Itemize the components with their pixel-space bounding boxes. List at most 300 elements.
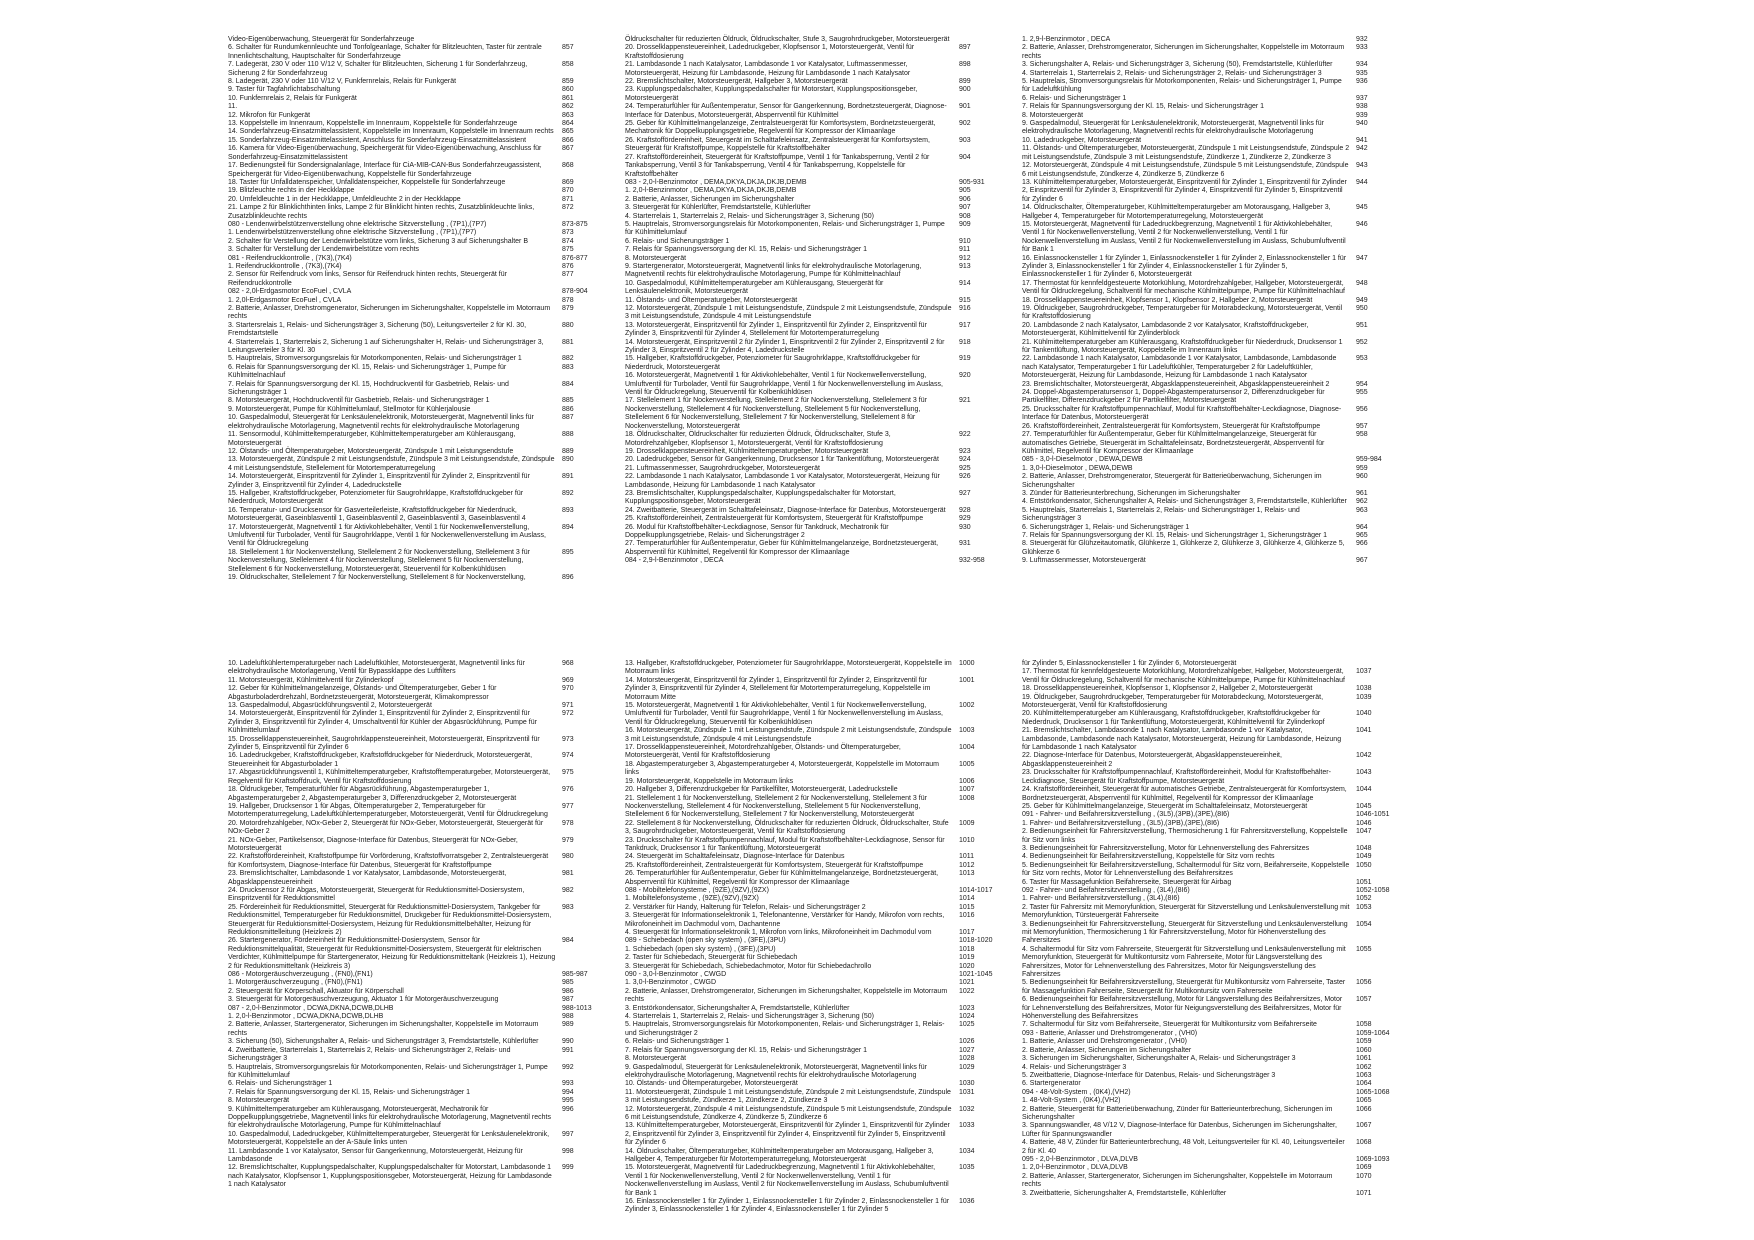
entry-title: 9. Taster für Tagfahrlichtabschaltung bbox=[228, 86, 341, 94]
entry-page: 870 bbox=[562, 187, 574, 195]
entry-title: 15. Motorsteuergerät, Magnetventil für Ladedruckbegrenzung, Magnetventil 1 für Aktivkohlebehälter, Ventil 1 für Nockenwellenverstellung, Ventil 2 für Nockenwellenverstellung, Ventil 1 für Nockenwellenverstellung im Auslass, Ventil 2 für Nockenwellenverstellung im Auslass, Schubumluftventil für Bank 1 bbox=[625, 1164, 949, 1197]
entry-page: 890 bbox=[562, 456, 574, 464]
index-entry bbox=[625, 490, 1005, 507]
entry-title: 080 - Lendenwirbelstützenverstellung ohne elektrische Sitzverstellung , (7P1),(7P7) bbox=[228, 220, 487, 228]
index-entry bbox=[625, 61, 1005, 78]
index-entry bbox=[1022, 828, 1402, 845]
entry-title: 20. Umfeldleuchte 1 in der Heckklappe, Umfeldleuchte 2 in der Heckklappe bbox=[228, 195, 461, 203]
entry-page: 986 bbox=[562, 987, 574, 995]
entry-title: 2. Steuergerät für Körperschall, Aktuator für Körperschall bbox=[228, 987, 404, 995]
entry-title: 27. Temperaturfühler für Außentemperatur, Geber für Kühlmittelmangelanzeige, Steuergerät für automatisches Getriebe, Steuergerät im Schalttafeleinsatz, Bordnetzsteuergerät, Absperrventil für Kühlmittel, Regelventil für Kompressor der Klimaanlage bbox=[1022, 431, 1325, 455]
entry-title: 10. Ölstands- und Öltemperaturgeber, Motorsteuergerät bbox=[625, 1080, 798, 1088]
index-entry bbox=[228, 381, 608, 398]
entry-page: 898 bbox=[959, 61, 971, 69]
index-entry bbox=[625, 786, 1005, 794]
entry-title: 21. Lampe 2 für Blinklichthinten links, Lampe 2 für Blinklicht hinten rechts, Zusatzblinkleuchte links, Zusatzblinkleuchte rechts bbox=[228, 204, 535, 220]
entry-title: 24. Kraftstoffördereinheit, Steuergerät für automatisches Getriebe, Zentralsteuergerät für Komfortsystem, Bordnetzsteuergerät, Absperrventil für Kühlmittel, Regelventil für Kompressor der Klimaanlage bbox=[1022, 786, 1347, 802]
entry-page: 959-984 bbox=[1356, 456, 1382, 464]
entry-page: 932-958 bbox=[959, 557, 985, 565]
entry-page: 869 bbox=[562, 178, 574, 186]
entry-title: 12. Mikrofon für Funkgerät bbox=[228, 111, 311, 119]
index-entry bbox=[228, 1005, 608, 1013]
index-column-bottom-middle bbox=[625, 660, 1005, 1215]
entry-page: 907 bbox=[959, 204, 971, 212]
entry-page: 1063 bbox=[1356, 1071, 1372, 1079]
entry-title: 8. Motorsteuergerät bbox=[625, 1055, 687, 1063]
entry-page: 1024 bbox=[959, 1013, 975, 1021]
entry-page: 1059 bbox=[1356, 1038, 1372, 1046]
entry-title: 6. Relais für Spannungsversorgung der Kl. 15, Relais- und Sicherungsträger 1, Pumpe für Kühlmittelnachlauf bbox=[228, 363, 507, 380]
index-entry bbox=[1022, 1097, 1402, 1105]
entry-title: 26. Kraftstoffördereinheit, Zentralsteuergerät für Komfortsystem, Steuergerät für Kraftstoffpumpe bbox=[1022, 422, 1321, 430]
entry-page: 859 bbox=[562, 78, 574, 86]
entry-page: 908 bbox=[959, 212, 971, 220]
index-entry bbox=[228, 288, 608, 296]
entry-page: 938 bbox=[1356, 103, 1368, 111]
entry-page: 952 bbox=[1356, 338, 1368, 346]
index-entry bbox=[625, 179, 1005, 187]
entry-page: 924 bbox=[959, 456, 971, 464]
entry-page: 935 bbox=[1356, 69, 1368, 77]
entry-page: 990 bbox=[562, 1038, 574, 1046]
entry-page: 917 bbox=[959, 321, 971, 329]
index-entry bbox=[228, 996, 608, 1004]
entry-title: 1. Fahrer- und Beifahrersitzverstellung , (3L5),(3PB),(3PE),(8I6) bbox=[1022, 819, 1220, 827]
entry-page: 988-1013 bbox=[562, 1004, 592, 1012]
entry-page: 1021-1045 bbox=[959, 971, 993, 979]
entry-page: 897 bbox=[959, 44, 971, 52]
entry-page: 1035 bbox=[959, 1164, 975, 1172]
entry-title: 2. Batterie, Steuergerät für Batterieüberwachung, Zünder für Batterieunterbrechung, Sicherungen im Sicherungshalter bbox=[1022, 1105, 1333, 1121]
index-entry bbox=[1022, 1122, 1402, 1139]
index-entry bbox=[1022, 887, 1402, 895]
entry-title: 9. Kühlmitteltemperaturgeber am Kühlerausgang, Motorsteuergerät, Mechatronik für Doppelkupplungsgetriebe, Magnetventil links für elektrohydraulische Motorlagerung, Magnetventil rechts für elektrohydraulische Motorlagerung, Pumpe für Kühlmittelnachlauf bbox=[228, 1105, 551, 1130]
index-entry bbox=[228, 803, 608, 820]
index-entry bbox=[228, 246, 608, 254]
entry-title: 22. Lambdasonde 1 nach Katalysator, Lambdasonde 1 vor Katalysator, Lambdasonde, Lambdasonde nach Katalysator, Temperaturgeber 1 für Ladeluftkühler, Temperaturgeber 2 für Ladeluftkühler, Motorsteuergerät, Heizung für Lambdasonde, Heizung für Lambdasonde 1 nach Katalysator bbox=[1022, 355, 1337, 380]
index-entry bbox=[625, 86, 1005, 103]
entry-page: 995 bbox=[562, 1097, 574, 1105]
entry-title: 10. Funkfernrelais 2, Relais für Funkgerät bbox=[228, 94, 357, 102]
index-entry bbox=[625, 456, 1005, 464]
entry-title: 4. Starterrelais 1, Starterrelais 2, Relais- und Sicherungsträger 3, Sicherung (50) bbox=[625, 212, 875, 220]
index-entry bbox=[1022, 490, 1402, 498]
entry-title: 18. Drosselklappensteuereinheit, Klopfsensor 1, Klopfsensor 2, Hallgeber 2, Motorsteuergerät bbox=[1022, 296, 1313, 304]
entry-page: 872 bbox=[562, 204, 574, 212]
entry-title: 27. Kraftstoffördereinheit, Steuergerät für Kraftstoffpumpe, Ventil 1 für Tankabsperrung, Ventil 2 für Tankabsperrung, Ventil 3 für Tankabsperrung, Ventil 4 für Tankabsperrung, Koppelstelle für Kraftstoffbehälter bbox=[625, 153, 930, 178]
index-entry bbox=[625, 1089, 1005, 1106]
entry-title: 4. Bedienungseinheit für Beifahrersitzverstellung, Koppelstelle für Sitz vorn rechts bbox=[1022, 853, 1275, 861]
index-entry bbox=[625, 895, 1005, 903]
index-entry bbox=[228, 86, 608, 94]
entry-title: 25. Kraftstoffördereinheit, Zentralsteuergerät für Komfortsystem, Steuergerät für Kraftstoffpumpe bbox=[625, 515, 924, 523]
index-entry bbox=[1022, 255, 1402, 280]
entry-page: 901 bbox=[959, 103, 971, 111]
entry-title: 21. Lambdasonde 1 nach Katalysator, Lambdasonde 1 vor Katalysator, Luftmassenmesser, Motorsteuergerät, Heizung für Lambdasonde, Heizung für Lambdasonde 1 nach Katalysator bbox=[625, 61, 911, 77]
entry-title: 7. Schaltermodul für Sitz vorn Beifahrerseite, Steuergerät für Multikontursitz vorn Beifahrerseite bbox=[1022, 1021, 1317, 1029]
entry-page: 1047 bbox=[1356, 828, 1372, 836]
entry-title: 1. Mobiltelefonsysteme , (9ZE),(9ZV),(9ZX) bbox=[625, 895, 759, 903]
entry-title: 2. Sensor für Reifendruck vorn links, Sensor für Reifendruck hinten rechts, Steuergerät für Reifendruckkontrolle bbox=[228, 271, 507, 287]
index-column-bottom-left bbox=[228, 660, 608, 1190]
index-entry bbox=[228, 305, 608, 322]
index-entry bbox=[228, 1131, 608, 1148]
entry-page: 1025 bbox=[959, 1021, 975, 1029]
entry-title: 13. Kühlmitteltemperaturgeber, Motorsteuergerät, Einspritzventil für Zylinder 1, Einspritzventil für Zylinder 2, Einspritzventil für Zylinder 3, Einspritzventil für Zylinder 4, Einspritzventil für Zylinder 5, Einspritzventil für Zylinder 6 bbox=[1022, 178, 1347, 203]
index-entry bbox=[625, 1148, 1005, 1165]
entry-page: 1056 bbox=[1356, 979, 1372, 987]
entry-page: 943 bbox=[1356, 162, 1368, 170]
index-entry bbox=[625, 778, 1005, 786]
index-entry bbox=[228, 414, 608, 431]
entry-page: 989 bbox=[562, 1021, 574, 1029]
index-entry bbox=[228, 263, 608, 271]
entry-page: 896 bbox=[562, 574, 574, 581]
index-entry bbox=[1022, 179, 1402, 204]
index-entry bbox=[625, 44, 1005, 61]
entry-page: 1018 bbox=[959, 945, 975, 953]
entry-page: 916 bbox=[959, 305, 971, 312]
index-entry bbox=[1022, 786, 1402, 803]
index-entry bbox=[625, 238, 1005, 246]
entry-page: 968 bbox=[562, 660, 574, 667]
index-entry bbox=[1022, 660, 1402, 668]
index-entry bbox=[625, 280, 1005, 297]
entry-page: 1030 bbox=[959, 1080, 975, 1088]
index-entry bbox=[1022, 1080, 1402, 1088]
index-entry bbox=[228, 904, 608, 938]
index-entry bbox=[625, 761, 1005, 778]
index-entry bbox=[228, 364, 608, 381]
entry-page: 867 bbox=[562, 145, 574, 153]
entry-title: 1. 2,9-l-Benzinmotor , DECA bbox=[1022, 36, 1111, 43]
entry-title: 5. Bedienungseinheit für Beifahrersitzverstellung, Steuergerät für Multikontursitz vorn Fahrerseite, Taster für Massagefunktion Fahrerseite, Steuergerät für Multikontursitz vorn Fahrerseite bbox=[1022, 979, 1346, 995]
index-entry bbox=[1022, 752, 1402, 769]
entry-title: 16. Einlassnockensteller 1 für Zylinder 1, Einlassnockensteller 1 für Zylinder 2, Einlassnockensteller 1 für Zylinder 3, Einlassnockensteller 1 für Zylinder 4, Einlassnockensteller 1 für Zylinder 5 bbox=[625, 1198, 950, 1214]
index-entry bbox=[228, 255, 608, 263]
index-entry bbox=[625, 255, 1005, 263]
entry-page: 931 bbox=[959, 540, 971, 548]
index-entry bbox=[625, 988, 1005, 1005]
entry-title: 1. 3,0-l-Benzinmotor , CWGD bbox=[625, 979, 717, 987]
entry-page: 1048 bbox=[1356, 844, 1372, 852]
index-entry bbox=[228, 61, 608, 78]
index-entry bbox=[228, 1089, 608, 1097]
entry-title: 5. Hauptrelais, Starterrelais 1, Starterrelais 2, Relais- und Sicherungsträger 1, Relais- und Sicherungsträger 3 bbox=[1022, 506, 1300, 523]
entry-page: 868 bbox=[562, 162, 574, 170]
entry-page: 888 bbox=[562, 431, 574, 439]
entry-page: 934 bbox=[1356, 61, 1368, 69]
entry-page: 1052 bbox=[1356, 895, 1372, 903]
entry-title: 4. Starterrelais 1, Starterrelais 2, Relais- und Sicherungsträger 2, Relais- und Sicherungsträger 3 bbox=[1022, 69, 1322, 77]
entry-page: 1001 bbox=[959, 676, 975, 684]
index-entry bbox=[625, 820, 1005, 837]
entry-title: 26. Temperaturfühler für Außentemperatur, Geber für Kühlmittelmangelanzeige, Bordnetzsteuergerät, Absperrventil für Kühlmittel, Regelventil für Kompressor der Klimaanlage bbox=[625, 870, 939, 886]
entry-title: 1. Schiebedach (open sky system) , (3FE),(3PU) bbox=[625, 945, 776, 953]
index-entry bbox=[228, 1021, 608, 1038]
entry-page: 984 bbox=[562, 937, 574, 945]
index-entry bbox=[1022, 1030, 1402, 1038]
entry-title: 8. Motorsteuergerät, Hochdruckventil für Gasbetrieb, Relais- und Sicherungsträger 1 bbox=[228, 397, 490, 405]
index-entry bbox=[625, 971, 1005, 979]
index-entry bbox=[1022, 355, 1402, 380]
index-column-top-left bbox=[228, 36, 608, 582]
index-entry bbox=[228, 448, 608, 456]
entry-title: 17. Motorsteuergerät, Magnetventil 1 für Aktivkohlebehälter, Ventil 1 für Nockenwellenverstellung, Umluftventil für Turbolader, Ventil für Saugrohrklappe, Ventil 1 für Nockenwellenverstellung im Auslass, Ventil für Öldruckregelung bbox=[228, 523, 546, 548]
entry-title: 6. Relais- und Sicherungsträger 1 bbox=[228, 1080, 333, 1088]
entry-title: 6. Startergenerator bbox=[1022, 1080, 1081, 1088]
entry-page: 962 bbox=[1356, 498, 1368, 506]
entry-title: 21. Stellelement 1 für Nockenverstellung, Stellelement 2 für Nockenverstellung, Stellelement 3 für Nockenverstellung, Stellelement 4 für Nockenverstellung, Stellelement 5 für Nockenverstellung, Stellelement 6 für Nockenverstellung, Stellelement 7 für Nockenverstellung, Motorsteuergerät bbox=[625, 794, 927, 819]
index-entry bbox=[625, 204, 1005, 212]
index-entry bbox=[228, 297, 608, 305]
entry-title: 6. Schalter für Rundumkennleuchte und Tonfolgeanlage, Schalter für Blitzleuchten, Taster für zentrale Innenlichtschaltung, Hauptschalter für Sonderfahrzeuge bbox=[228, 44, 542, 60]
entry-title: 20. Kühlmitteltemperaturgeber am Kühlerausgang, Kraftstoffdruckgeber, Kraftstoffdruckgeber für Niederdruck, Drucksensor 1 für Tankentlüftung, Motorsteuergerät, Kühlmittelventil für Zylinderkopf bbox=[1022, 710, 1325, 726]
entry-page: 921 bbox=[959, 397, 971, 405]
index-entry bbox=[228, 1164, 608, 1189]
index-entry bbox=[625, 196, 1005, 204]
entry-page: 953 bbox=[1356, 355, 1368, 363]
entry-title: 26. Kraftstoffördereinheit, Steuergerät im Schalttafeleinsatz, Zentralsteuergerät für Komfortsystem, Steuergerät für Kraftstoffpumpe, Koppelstelle für Kraftstoffbehälter bbox=[625, 136, 930, 153]
entry-title: 4. Starterrelais 1, Starterrelais 2, Relais- und Sicherungsträger 3, Sicherung (50) bbox=[625, 1013, 875, 1021]
entry-title: 10. Ladedruckgeber, Motorsteuergerät bbox=[1022, 136, 1142, 144]
entry-title: 5. Hauptrelais, Stromversorgungsrelais für Motorkomponenten, Relais- und Sicherungsträger 1 bbox=[228, 355, 522, 363]
entry-title: 10. Gaspedalmodul, Steuergerät für Lenksäulenelektronik, Motorsteuergerät, Magnetventil links für elektrohydraulische Motorlagerung, Magnetventil rechts für elektrohydraulische Motorlagerung bbox=[228, 414, 534, 430]
entry-page: 987 bbox=[562, 996, 574, 1004]
entry-title: 7. Relais für Spannungsversorgung der Kl. 15, Relais- und Sicherungsträger 1 bbox=[228, 1088, 471, 1096]
index-entry bbox=[625, 465, 1005, 473]
entry-page: 998 bbox=[562, 1147, 574, 1155]
index-entry bbox=[1022, 1089, 1402, 1097]
entry-title: 2. Batterie, Anlasser, Sicherungen im Sicherungshalter bbox=[1022, 1046, 1192, 1054]
entry-page: 1027 bbox=[959, 1046, 975, 1054]
entry-page: 1033 bbox=[959, 1122, 975, 1130]
entry-title: 4. Zweitbatterie, Starterrelais 1, Starterrelais 2, Relais- und Sicherungsträger 2, Relais- und Sicherungsträger 3 bbox=[228, 1046, 511, 1063]
entry-page: 915 bbox=[959, 296, 971, 304]
entry-page: 891 bbox=[562, 473, 574, 481]
index-entry bbox=[625, 1122, 1005, 1147]
entry-page: 1054 bbox=[1356, 920, 1372, 928]
index-entry bbox=[625, 473, 1005, 490]
entry-page: 1034 bbox=[959, 1147, 975, 1155]
entry-page: 1045 bbox=[1356, 802, 1372, 810]
entry-title: 1. 2,0l-Erdgasmotor EcoFuel , CVLA bbox=[228, 296, 342, 304]
index-entry bbox=[1022, 879, 1402, 887]
entry-page: 1051 bbox=[1356, 878, 1372, 886]
index-entry bbox=[228, 786, 608, 803]
entry-page: 1064 bbox=[1356, 1080, 1372, 1088]
index-entry bbox=[228, 229, 608, 237]
entry-title: 11. Motorsteuergerät, Zündspule 1 mit Leistungsendstufe, Zündspule 2 mit Leistungsendstufe, Zündspule 3 mit Leistungsendstufe, Zündkerze 1, Zündkerze 2, Zündkerze 3 bbox=[625, 1088, 951, 1105]
entry-page: 976 bbox=[562, 786, 574, 794]
index-entry bbox=[625, 187, 1005, 195]
entry-page: 1038 bbox=[1356, 685, 1372, 693]
index-entry bbox=[228, 473, 608, 490]
index-entry bbox=[625, 397, 1005, 431]
entry-title: 12. Geber für Kühlmittelmangelanzeige, Ölstands- und Öltemperaturgeber, Geber 1 für Abgasturboladerdrehzahl, Bordnetzsteuergerät, Motorsteuergerät, Klimakompressor bbox=[228, 685, 497, 701]
entry-page: 922 bbox=[959, 431, 971, 439]
index-entry bbox=[625, 1005, 1005, 1013]
index-entry bbox=[1022, 498, 1402, 506]
index-entry bbox=[625, 36, 1005, 44]
index-entry bbox=[625, 540, 1005, 557]
entry-title: 12. Motorsteuergerät, Zündspule 4 mit Leistungsendstufe, Zündspule 5 mit Leistungsendstufe, Zündspule 6 mit Leistungsendstufe, Zündkerze 4, Zündkerze 5, Zündkerze 6 bbox=[1022, 162, 1349, 178]
entry-page: 971 bbox=[562, 702, 574, 710]
entry-page: 1052-1058 bbox=[1356, 886, 1390, 894]
index-entry bbox=[228, 355, 608, 363]
entry-title: 23. Bremslichtschalter, Lambdasonde 1 vor Katalysator, Lambdasonde, Motorsteuergerät, Abgasklappensteuereinheit bbox=[228, 870, 507, 886]
entry-page: 999 bbox=[562, 1164, 574, 1172]
index-entry bbox=[625, 448, 1005, 456]
entry-page: 1062 bbox=[1356, 1063, 1372, 1071]
entry-page: 873 bbox=[562, 229, 574, 237]
index-entry bbox=[1022, 1139, 1402, 1156]
entry-page: 936 bbox=[1356, 78, 1368, 86]
index-entry bbox=[1022, 70, 1402, 78]
entry-page: 866 bbox=[562, 136, 574, 144]
entry-title: 13. Motorsteuergerät, Zündspule 2 mit Leistungsendstufe, Zündspule 3 mit Leistungsendstufe, Zündspule 4 mit Leistungsendstufe, Stellelement für Motortemperaturregelung bbox=[228, 456, 555, 472]
entry-page: 949 bbox=[1356, 296, 1368, 304]
index-entry bbox=[1022, 423, 1402, 431]
entry-title: 22. Kraftstoffördereinheit, Kraftstoffpumpe für Vorförderung, Kraftstoffvorratsgeber 2, Zentralsteuergerät für Komfortsystem, Diagnose-Interface für Datenbus, Steuergerät für Kraftstoffpumpe bbox=[228, 853, 549, 869]
entry-page: 1053 bbox=[1356, 903, 1372, 911]
index-entry bbox=[228, 887, 608, 904]
index-entry bbox=[1022, 685, 1402, 693]
entry-title: 7. Relais für Spannungsversorgung der Kl. 15, Relais- und Sicherungsträger 1 bbox=[625, 1046, 868, 1054]
entry-title: 17. Stellelement 1 für Nockenverstellung, Stellelement 2 für Nockenverstellung, Stellelement 3 für Nockenverstellung, Stellelement 4 für Nockenverstellung, Stellelement 5 für Nockenverstellung, Stellelement 6 für Nockenverstellung, Stellelement 7 für Nockenverstellung, Stellelement 8 für Nockenverstellung, Motorsteuergerät bbox=[625, 397, 927, 430]
entry-title: 27. Temperaturfühler für Außentemperatur, Geber für Kühlmittelmangelanzeige, Bordnetzsteuergerät, Absperrventil für Kühlmittel, Regelventil für Kompressor der Klimaanlage bbox=[625, 540, 939, 556]
index-entry bbox=[625, 837, 1005, 854]
entry-title: 14. Öldruckschalter, Öltemperaturgeber, Kühlmitteltemperaturgeber am Motorausgang, Hallgeber 3, Hallgeber 4, Temperaturgeber für Motortemperaturregelung, Motorsteuergerät bbox=[625, 1147, 934, 1163]
entry-page: 1040 bbox=[1356, 710, 1372, 718]
index-entry bbox=[625, 887, 1005, 895]
entry-page: 900 bbox=[959, 86, 971, 94]
entry-title: 24. Temperaturfühler für Außentemperatur, Sensor für Gangerkennung, Bordnetzsteuergerät, Diagnose-Interface für Datenbus, Motorsteuergerät, Absperrventil für Kühlmittel bbox=[625, 103, 947, 119]
entry-page: 1055 bbox=[1356, 945, 1372, 953]
entry-title: 17. Thermostat für kennfeldgesteuerte Motorkühlung, Motordrehzahlgeber, Hallgeber, Motorsteuergerät, Ventil für Öldruckregelung, Schaltventil für mechanische Kühlmittelpumpe, Pumpe für Kühlmittelnachlauf bbox=[1022, 279, 1345, 296]
entry-title: 6. Sicherungsträger 1, Relais- und Sicherungsträger 1 bbox=[1022, 523, 1190, 531]
index-entry bbox=[625, 297, 1005, 305]
entry-title: 4. Steuergerät für Informationselektronik 1, Mikrofon vorn links, Mikrofoneinheit im Dachmodul vorn bbox=[625, 929, 932, 936]
entry-page: 902 bbox=[959, 120, 971, 128]
entry-title: 24. Doppel-Abgastemperatursensor 1, Doppel-Abgastemperatursensor 2, Differenzdruckgeber für Partikelfilter, Differenzdruckgeber 2 für Partikelfilter, Motorsteuergerät bbox=[1022, 389, 1325, 405]
index-entry bbox=[228, 406, 608, 414]
entry-title: 19. Drosselklappensteuereinheit, Kühlmitteltemperaturgeber, Motorsteuergerät bbox=[625, 447, 869, 455]
entry-title: 10. Ladeluftkühlertemperaturgeber nach Ladeluftkühler, Motorsteuergerät, Magnetventil links für elektrohydraulische Motorlagerung, Ventil für Bypassklappe des Luftfilters bbox=[228, 660, 525, 676]
entry-title: 3. Sicherungshalter A, Relais- und Sicherungsträger 3, Sicherung (50), Fremdstartstelle, Kühlerlüfter bbox=[1022, 61, 1333, 69]
entry-page: 1029 bbox=[959, 1063, 975, 1071]
entry-page: 880 bbox=[562, 321, 574, 329]
index-entry bbox=[228, 238, 608, 246]
entry-page: 873-875 bbox=[562, 220, 588, 228]
index-entry bbox=[1022, 904, 1402, 921]
entry-title: 2. Batterie, Anlasser, Drehstromgenerator, Sicherungen im Sicherungshalter, Koppelstelle im Motorraum rechts bbox=[625, 987, 948, 1004]
entry-title: Öldruckschalter für reduzierten Öldruck, Öldruckschalter, Stufe 3, Saugrohrdruckgeber, Motorsteuergerät bbox=[625, 36, 950, 43]
entry-page: 893 bbox=[562, 506, 574, 514]
entry-page: 958 bbox=[1356, 431, 1368, 439]
entry-title: Video-Eigenüberwachung, Steuergerät für Sonderfahrzeuge bbox=[228, 36, 415, 43]
entry-page: 1014 bbox=[959, 895, 975, 903]
entry-title: 24. Drucksensor 2 für Abgas, Motorsteuergerät, Steuergerät für Reduktionsmittel-Dosiersystem, Einspritzventil für Reduktionsmittel bbox=[228, 886, 525, 903]
entry-page: 1060 bbox=[1356, 1046, 1372, 1054]
entry-title: 18. Abgastemperaturgeber 3, Abgastemperaturgeber 4, Motorsteuergerät, Koppelstelle im Motorraum links bbox=[625, 760, 940, 777]
index-entry bbox=[1022, 406, 1402, 423]
index-entry bbox=[228, 145, 608, 162]
index-entry bbox=[1022, 465, 1402, 473]
entry-page: 925 bbox=[959, 464, 971, 472]
entry-page: 906 bbox=[959, 195, 971, 203]
entry-title: 18. Drosselklappensteuereinheit, Klopfsensor 1, Klopfsensor 2, Hallgeber 2, Motorsteuergerät bbox=[1022, 685, 1313, 693]
entry-title: 8. Motorsteuergerät bbox=[1022, 111, 1084, 119]
index-entry bbox=[625, 524, 1005, 541]
entry-page: 982 bbox=[562, 886, 574, 894]
index-entry bbox=[228, 128, 608, 136]
entry-title: 12. Motorsteuergerät, Zündspule 4 mit Leistungsendstufe, Zündspule 5 mit Leistungsendstufe, Zündspule 6 mit Leistungsendstufe, Zündkerze 4, Zündkerze 5, Zündkerze 6 bbox=[625, 1105, 952, 1121]
index-entry bbox=[228, 137, 608, 145]
index-entry bbox=[625, 137, 1005, 154]
entry-page: 966 bbox=[1356, 540, 1368, 548]
entry-page: 912 bbox=[959, 254, 971, 262]
entry-title: 16. Motorsteuergerät, Zündspule 1 mit Leistungsendstufe, Zündspule 2 mit Leistungsendstufe, Zündspule 3 mit Leistungsendstufe, Zündspule 4 mit Leistungsendstufe bbox=[625, 727, 952, 743]
entry-page: 1004 bbox=[959, 744, 975, 752]
entry-page: 981 bbox=[562, 870, 574, 878]
entry-page: 991 bbox=[562, 1046, 574, 1054]
entry-title: 094 - 48-Volt-System , (0K4),(VH2) bbox=[1022, 1088, 1131, 1096]
index-entry bbox=[625, 246, 1005, 254]
entry-title: 4. Entstörkondensator, Sicherungshalter A, Relais- und Sicherungsträger 3, Fremdstartstelle, Kühlerlüfter bbox=[1022, 498, 1347, 506]
index-entry bbox=[228, 1038, 608, 1046]
index-entry bbox=[625, 154, 1005, 179]
entry-title: 2. Taster für Schiebedach, Steuergerät für Schiebedach bbox=[625, 954, 798, 962]
entry-page: 963 bbox=[1356, 506, 1368, 514]
index-entry bbox=[228, 1097, 608, 1105]
entry-title: 19. Öldruckgeber, Saugrohrdruckgeber, Temperaturgeber für Motorabdeckung, Motorsteuergerät, Ventil für Kraftstoffdosierung bbox=[1022, 305, 1343, 321]
entry-page: 1015 bbox=[959, 903, 975, 911]
index-entry bbox=[1022, 946, 1402, 980]
entry-page: 914 bbox=[959, 279, 971, 287]
entry-title: 1. 3,0-l-Dieselmotor , DEWA,DEWB bbox=[1022, 464, 1133, 472]
index-entry bbox=[1022, 540, 1402, 557]
index-entry bbox=[228, 702, 608, 710]
entry-title: 6. Taster für Massagefunktion Beifahrerseite, Steuergerät für Airbag bbox=[1022, 878, 1232, 886]
entry-page: 979 bbox=[562, 836, 574, 844]
entry-page: 862 bbox=[562, 103, 574, 111]
entry-title: 19. Motorsteuergerät, Koppelstelle im Motorraum links bbox=[625, 777, 794, 785]
entry-title: 21. Kühlmitteltemperaturgeber am Kühlerausgang, Kraftstoffdruckgeber für Niederdruck, Drucksensor 1 für Tankentlüftung, Motorsteuergerät, Koppelstelle im Innenraum links bbox=[1022, 338, 1343, 355]
index-entry bbox=[1022, 297, 1402, 305]
entry-title: 9. Gaspedalmodul, Steuergerät für Lenksäulenelektronik, Motorsteuergerät, Magnetventil links für elektrohydraulische Motorlagerung, Magnetventil rechts für elektrohydraulische Motorlagerung bbox=[625, 1063, 927, 1079]
index-entry bbox=[228, 1064, 608, 1081]
index-entry bbox=[625, 1038, 1005, 1046]
entry-page: 1065 bbox=[1356, 1097, 1372, 1105]
entry-title: 4. Relais- und Sicherungsträger 3 bbox=[1022, 1063, 1127, 1071]
entry-title: 15. Hallgeber, Kraftstoffdruckgeber, Potenziometer für Saugrohrklappe, Kraftstoffdruckgeber für Niederdruck, Motorsteuergerät bbox=[625, 355, 921, 371]
entry-page: 881 bbox=[562, 338, 574, 346]
entry-title: 3. Sicherung (50), Sicherungshalter A, Relais- und Sicherungsträger 3, Fremdstartstelle, Kühlerlüfter bbox=[228, 1038, 539, 1046]
index-entry bbox=[1022, 1173, 1402, 1190]
index-entry bbox=[1022, 557, 1402, 565]
index-entry bbox=[625, 213, 1005, 221]
entry-title: 9. Luftmassenmesser, Motorsteuergerät bbox=[1022, 557, 1146, 565]
entry-page: 861 bbox=[562, 94, 574, 102]
entry-title: 20. Drosselklappensteuereinheit, Ladedruckgeber, Klopfsensor 1, Motorsteuergerät, Ventil für Kraftstoffdosierung bbox=[625, 44, 915, 60]
entry-page: 937 bbox=[1356, 94, 1368, 102]
entry-page: 864 bbox=[562, 120, 574, 128]
index-entry bbox=[228, 1047, 608, 1064]
index-entry bbox=[228, 1148, 608, 1165]
index-entry bbox=[228, 120, 608, 128]
entry-title: 11. Ölstands- und Öltemperaturgeber, Motorsteuergerät, Zündspule 1 mit Leistungsendstufe, Zündspule 2 mit Leistungsendstufe, Zündspule 3 mit Leistungsendstufe, Zündkerze 1, Zündkerze 2, Zündkerze 3 bbox=[1022, 145, 1350, 161]
